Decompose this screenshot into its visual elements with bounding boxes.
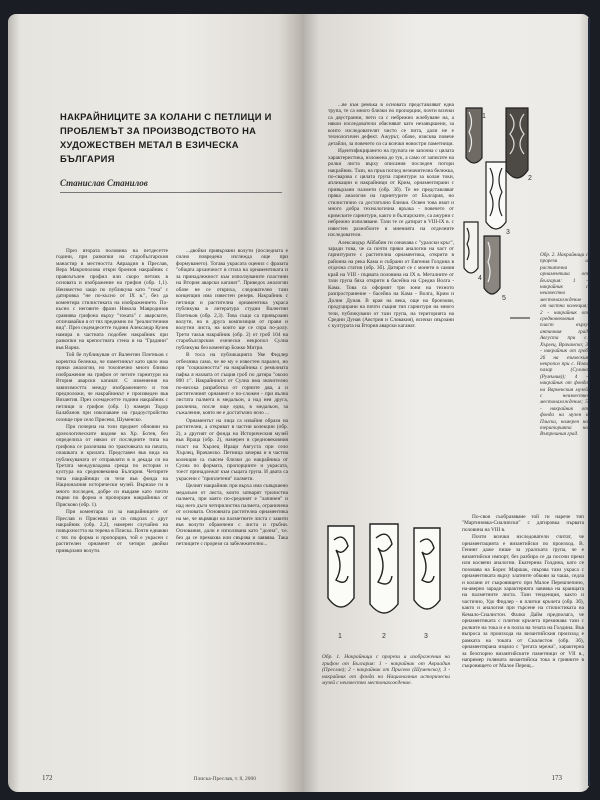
paragraph: ...ве към ремъка в основата представляват една трупа, те са много близки по пропорции, почти всички са двустранни, пети са с небрежно жлебуване на, а някои изследователи обясняват като незавършени, за които изследователят чисто се пита, дали не е технологичен дефект. Ажурът, обаче, изисква повече детайли, за повечето си са всички новостри паметници. — [328, 102, 454, 147]
left-column-2 — [176, 248, 288, 772]
left-column-1 — [56, 248, 168, 772]
paragraph: Орнаментът на лица са извайни образи на растителни, а откриват в частни колекции (обр. 2), а другият от фонда на Историческия музей във Враца (обр. 2), намерен в средновековния пласт на Хърлец Ираци Августа при село Хърлец, Врачанско. Петница зачерва и в частна колекция са съвсем близки до накрайника от Сулна по формата, пропорциите и украсата, тоест принадлежат към същата група. И двата са украсени с "приплетени" палмети. — [176, 417, 288, 482]
figure-2-label-1: 1 — [482, 113, 486, 120]
right-column-1 — [328, 102, 454, 512]
paragraph: Той бе публикуван от Валентин Плетньов с коректна бележка, че паметникът като цяло има прики аналогии, но тоsomeчно много близко изображение на грифон от петите гарнитури на Втория аварски каганат. С изменения на зависимостта между изображението и тоя предположи, че накрайникът е произведен във Византия. През осемдесетте години накрайник с петлици и грифон (обр. 1) намери Тодор Балабанов при изкопаване на градоустройство селище при село Присево, Шуменско. — [56, 352, 168, 423]
paragraph: При почерна на този предмет обновни на археологическите видове на Хр. Ботев, без определиха от някои от последните типа на грифона се различава по трактовката на пачата, опашката и крилата. Представен във вида на публикуваната от отправляти в в декада си на Третата междувладова среща по история и култура на средновековна България. Четирите типа накрайници ся тези във фонда на Националния исторически музей. Върнахе ги в много последен, добре си въвдаве като почти първи по форма и пропорции накрайника от Присково (обр. 1). — [56, 424, 168, 508]
article-author: Станислав Станилов — [60, 178, 148, 188]
left-page — [8, 14, 302, 792]
page-number-left: 172 — [42, 774, 53, 782]
figure-2-label-2: 2 — [528, 175, 532, 182]
paragraph: Идентифицирането на групата не започна с цялата характеристика, изложена до тук, а само от записите на ролки листа върху описания последен потори накрайник. Тази, на пръв поглед незначителна бележка, по-сварзва с цялата група гарнитури за колан токи, апликации и накрайници от Крим, орнаментирани с привързани палмети (обр. 3б). Те не представляват пряка аналогия на гарнитурите от България, но стилистично са достатъчно близки. Освен това имат и много добра технологична връзка - повечето от кримските гарнитури, както и българските, са ажурни с небрежно изпиляване. Тази те се датират в VIII-IX в. с известен разнобоите в мненията на отделните изследователи. — [328, 148, 454, 239]
figure-2-belt-strap-ends — [460, 104, 536, 328]
figure-2-label-5: 5 — [502, 295, 506, 302]
article-title: НАКРАЙНИЦИТЕ ЗА КОЛАНИ С ПЕТЛИЦИ И ПРОБЛЕМЪТ ЗА ПРОИЗВОДСТВОТО НА ХУДОЖЕСТВЕН МЕТАЛ В ЕЗИЧЕСКА БЪЛГАРИЯ — [60, 111, 272, 164]
paragraph: През втората половина на петдесетте години, при разкопки на старобългарския манастир в местността Авраадия в Преслав, Вера Макрополова откри бронзов накрайник с правоъгълен профил или скоро петлик в основата и изображение на грифон (обр. 1,1). Неизвестно защо по публикува като "тока" с датировка "не по-късно от IX в.", без да коментира стилистиката на изображението. По-късно с неговите фрази Никола Мавродинов сравнява грифона върху "токата" с аварските, отличавайки я от тях предимно по "реалистичния вид". През седемдесетте години Александр Кузев намира в частната подобен накрайник при разкопки на крепостната стена и на "Градини" във Варна. — [56, 248, 168, 351]
paragraph: В тоса на публикацията Уве Фидлер отбелязва само, че не му е известен паралел, но при "социалността" на накрайника с ремъчната пафка я нахвата от същия гроб по датира "около 800 г.". Накрайникът от Сулна има значително по-висока разработка от горните два, а и растителният орнамент е по-сложен - при вълна листата палмета в медальон, а над нея друга, различна, после още една, в медальон, за съжаление, която не е достатъчно ясно ... — [176, 352, 288, 417]
paragraph: ...двойки привързани волути (последната е силно повредена изглежда още при формуването). Тогава украсата оценил с фразата "общата архаичност в стила на орнаментиката и за принадлежност към използуваните пластини на Втория аварски каганат". Приведох аналогии обаче не се откриха, следователно тази концепция има известен резерв. Накрайник с петлици и растителна орнаментика украса публикува в литература студии Валентин Плетньов (обр. 2,3). Това също са привързани волути, но в друга композиция от прави и волутни листа, на които ще се спра по-долу. Трети такъв накрайник (обр. 2) от гроб 104 на старобългарския езически некропол Сулна публикува без коментар Божко Митри. — [176, 248, 288, 351]
book-spread — [8, 14, 590, 792]
figure-2-caption: Обр. 2. Накрайници с прорези и растителна орнаментика от България: 1 - накрайник с неизвестно местонахождение от частна колекция; 2 - накрайник от средновековния пласт върху античния град Августа при с. Хърлец, Врачанско; 3 - накрайник от гроб 26 на езическия некропол при с. Нови пазар (Сулина (Румъния)); 4 - накрайник от фонда на Варненския музей с неизвестно местонахождение; 5 - накрайник от фонда на музея в Плиска, намерен на територията на Вътрешния град. — [540, 252, 588, 438]
figure-1-label-1: 1 — [338, 633, 342, 640]
page-number-right: 173 — [551, 774, 562, 782]
journal-footer: Плиска-Преслав, т. 8, 2000 — [193, 776, 256, 782]
paragraph: Целият накрайник при върха има съвършено медальон от листа, които затварят трилистна палмета, при която по-средният е "лапинен" и над него дъги четирилистна палмета, ограничена от основата. Основната растителна орнаментика на ме, че вървящи на палметните листа с завити във волути обрамчени с листа и гръбни. Основания, дали е използвана като "долна", т.е. без да се премахва или свързва и заявява. Така петлиците с прорези са забележително... — [176, 483, 288, 548]
right-page — [302, 14, 590, 792]
figure-1-griffin-strap-ends — [320, 520, 454, 650]
figure-1-label-2: 2 — [382, 633, 386, 640]
paragraph: При коментара си за накрайниците от Преслав и Присевна аз си свързах с друг накрайник (обр. 2,2), намерен случайно на повърхността на терена в Плиска. Почти еднакви с тях по форма и пропорции, той е украсен с растителен орнамент от четири двойки привързани волути. — [56, 509, 168, 554]
title-divider — [60, 192, 282, 193]
figure-1-label-3: 3 — [424, 633, 428, 640]
paragraph: По-своя съобразяване той ги нарече тип "Мартиновка-Сиалипски" с датировка първата половина на VIII в. — [462, 514, 584, 533]
paragraph: Почти всички изследователи считат, че орнаментацията е византийски по произход. В. Генинг даже пише за уралската група, че е византийски импорт, без разбира се да посочи преки или косвени аналогии. Екатерина Голдина, като се позовава на Борис Маршак, свързва тази украса с орнаментиката върху златните обкови за чаша, седла и колани от съкровището при Малое Перешчепино, на-аверно заради характерната завивка на краищата на палметните листа. Тази тенденция, както и частично, Удо Фидлер - в плитки кръчета (обр. 3б), както и аналогии при търсене на стилистиката на Кемало-Сиалистон. Фалко Дайм предполага, че орнаментиката с плитни кръчета преминава тази с ролките на тока и е в полза на тезата на Голдина. Във въпроса за произхода на византийския произход е рамката на токата от Сиалистон (обр. 3б), орнаментирана изцяло с "регата мрежа", характерна за безспорно византийските паметници от VII в., например голямата византийска тока и гривните в съкровището от Малое Перещ... — [462, 534, 584, 670]
paragraph: Александър Айбабин ги означава с "уралски кръг", заради това, че са почти пряки аналогии на част от гарнитурите с растителна орнаментика, открити в районна на река Кама и събрани от Евгения Голдина в отделна статия (обр. 3б). Датират се с монети в самия край на VIII - първата половина на IX в. Металните от тази група бяха открити в басейна на Средна Волга - Кама. Това са оформят три зони на техното разпространение - басейна на Кама - Волга, Крим и Долни Дунав. В края на века, още на бронзови, продуцирани на почти същия тип гарнитури на много тези, публикувани от тази група, на територията на Средни Дунав (Австрия и Словакия), всички свързани с културата на Втория аварски каганат. — [328, 239, 454, 330]
figure-1-caption: Обр. 1. Накрайници с прорези и изображения на грифон от България: 1 - накрайник от Авраадия (Преслав); 2 - накрайник от Присево (Шуменско); 3 - накрайник от фонда на Националния исторически музей с неизвестно местонахождение. — [322, 654, 450, 687]
figure-2-label-4: 4 — [478, 275, 482, 282]
book-cover-edge — [588, 18, 590, 786]
right-column-2 — [462, 514, 584, 782]
figure-2-label-3: 3 — [506, 229, 510, 236]
